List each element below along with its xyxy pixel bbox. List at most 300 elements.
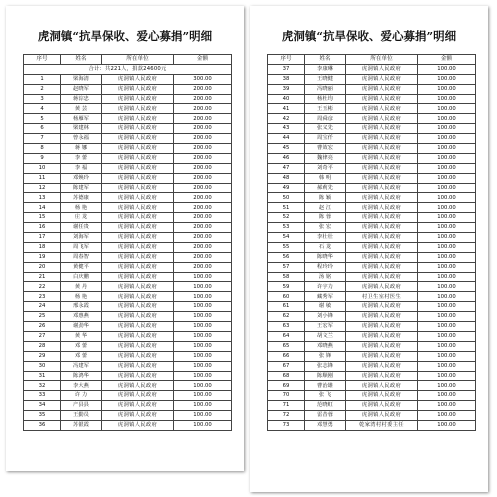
cell-index: 29 [24,351,61,361]
cell-name: 苏银霞 [61,420,102,430]
cell-name: 张义先 [305,124,346,134]
cell-amount: 200.00 [174,183,232,193]
table-row [24,183,232,193]
cell-unit: 虎洞镇人民政府 [102,292,174,302]
cell-amount: 200.00 [174,163,232,173]
table-row [268,252,476,262]
cell-unit: 虎洞镇人民政府 [346,104,418,114]
cell-amount: 200.00 [174,104,232,114]
cell-index: 26 [24,322,61,332]
cell-name: 汤 铭 [305,272,346,282]
cell-amount: 100.00 [418,144,476,154]
cell-name: 胡文兰 [305,331,346,341]
table-row [24,411,232,421]
cell-amount: 200.00 [174,144,232,154]
table-row [24,213,232,223]
cell-unit: 村卫生室村医生 [346,292,418,302]
table-row [268,371,476,381]
cell-amount: 100.00 [418,193,476,203]
cell-index: 36 [24,420,61,430]
cell-unit: 虎洞镇人民政府 [346,183,418,193]
cell-name: 庄 龙 [61,213,102,223]
cell-amount: 100.00 [418,242,476,252]
cell-unit: 虎洞镇人民政府 [346,381,418,391]
cell-index: 42 [268,114,305,124]
cell-amount: 100.00 [418,401,476,411]
cell-name: 藏秀军 [305,292,346,302]
cell-index: 17 [24,233,61,243]
table-row [268,84,476,94]
page-title: 虎洞镇“抗旱保收、爱心募捐”明细 [37,29,213,43]
cell-amount: 100.00 [418,203,476,213]
table-row [24,124,232,134]
cell-amount: 100.00 [174,282,232,292]
cell-name: 曾永福 [61,134,102,144]
table-row [24,341,232,351]
cell-unit: 虎洞镇人民政府 [346,64,418,74]
cell-amount: 100.00 [418,104,476,114]
table-row [24,242,232,252]
cell-index: 24 [24,302,61,312]
cell-amount: 100.00 [418,114,476,124]
table-row [268,272,476,282]
cell-index: 7 [24,134,61,144]
table-row [268,262,476,272]
cell-unit: 虎洞镇人民政府 [102,144,174,154]
cell-index: 70 [268,391,305,401]
cell-unit: 虎洞镇人民政府 [346,262,418,272]
cell-index: 53 [268,223,305,233]
cell-amount: 100.00 [418,282,476,292]
table-row [24,420,232,430]
table-row [268,331,476,341]
cell-index: 54 [268,233,305,243]
cell-index: 30 [24,361,61,371]
cell-index: 46 [268,153,305,163]
cell-unit: 虎洞镇人民政府 [346,302,418,312]
cell-unit: 虎洞镇人民政府 [102,391,174,401]
cell-amount: 100.00 [418,272,476,282]
table-row [268,64,476,74]
table-row [268,302,476,312]
table-row [24,104,232,114]
cell-amount: 100.00 [174,420,232,430]
cell-amount: 100.00 [418,84,476,94]
cell-amount: 300.00 [174,74,232,84]
cell-index: 37 [268,64,305,74]
cell-name: 李大燕 [61,381,102,391]
cell-index: 34 [24,401,61,411]
cell-amount: 100.00 [418,420,476,430]
cell-unit: 虎洞镇人民政府 [102,74,174,84]
cell-name: 邢永霞 [61,302,102,312]
cell-amount: 100.00 [418,262,476,272]
table-row [24,144,232,154]
cell-unit: 虎洞镇人民政府 [102,282,174,292]
cell-index: 32 [24,381,61,391]
cell-amount: 100.00 [174,322,232,332]
cell-index: 35 [24,411,61,421]
cell-unit: 虎洞镇人民政府 [102,401,174,411]
cell-name: 张 锋 [305,351,346,361]
cell-amount: 200.00 [174,242,232,252]
cell-amount: 200.00 [174,252,232,262]
cell-name: 黄 华 [61,331,102,341]
cell-index: 2 [24,84,61,94]
cell-name: 周春智 [61,252,102,262]
cell-amount: 200.00 [174,84,232,94]
cell-index: 72 [268,411,305,421]
cell-unit: 虎洞镇人民政府 [346,193,418,203]
cell-name: 王勤员 [61,411,102,421]
table-row [24,312,232,322]
table-row [268,144,476,154]
cell-unit: 虎洞镇人民政府 [102,193,174,203]
table-row [268,74,476,84]
cell-name: 王宏军 [305,322,346,332]
cell-unit: 虎洞镇人民政府 [346,223,418,233]
cell-unit: 虎洞镇人民政府 [102,272,174,282]
cell-index: 73 [268,420,305,430]
cell-index: 3 [24,94,61,104]
cell-unit: 虎洞镇人民政府 [346,153,418,163]
cell-amount: 200.00 [174,262,232,272]
cell-unit: 虎洞镇人民政府 [102,331,174,341]
cell-unit: 虎洞镇人民政府 [102,134,174,144]
table-row [268,203,476,213]
table-row [24,74,232,84]
cell-name: 刘小锋 [305,312,346,322]
document-page-left [6,6,244,471]
cell-unit: 虎洞镇人民政府 [102,203,174,213]
cell-name: 冯晓丽 [305,84,346,94]
table-row [24,331,232,341]
cell-unit: 虎洞镇人民政府 [346,312,418,322]
cell-index: 6 [24,124,61,134]
cell-name: 赵晓军 [61,84,102,94]
cell-unit: 虎洞镇人民政府 [346,173,418,183]
cell-amount: 100.00 [418,213,476,223]
table-row [268,124,476,134]
cell-unit: 虎洞镇人民政府 [346,371,418,381]
cell-amount: 100.00 [418,153,476,163]
header-amount: 金额 [418,55,476,65]
cell-index: 39 [268,84,305,94]
header-index: 序号 [24,55,61,65]
cell-index: 63 [268,322,305,332]
table-row [268,411,476,421]
cell-index: 8 [24,144,61,154]
cell-unit: 虎洞镇人民政府 [102,153,174,163]
cell-name: 张 宏 [305,223,346,233]
cell-name: 邓慧勇 [305,420,346,430]
cell-amount: 100.00 [418,322,476,332]
table-row [268,391,476,401]
cell-name: 冯建军 [61,361,102,371]
cell-unit: 虎洞镇人民政府 [346,213,418,223]
cell-unit: 虎洞镇人民政府 [346,411,418,421]
cell-index: 71 [268,401,305,411]
cell-unit: 虎洞镇人民政府 [346,351,418,361]
cell-name: 曹治雄 [305,381,346,391]
table-row [24,193,232,203]
cell-unit: 乾家湾村村委主任 [346,420,418,430]
total-summary: 合计：共221人，捐款24600元 [24,64,232,74]
table-row [24,153,232,163]
cell-index: 9 [24,153,61,163]
cell-index: 47 [268,163,305,173]
cell-amount: 200.00 [174,173,232,183]
cell-name: 许 力 [61,391,102,401]
cell-name: 李 福 [61,163,102,173]
header-index: 序号 [268,55,305,65]
table-row [268,163,476,173]
table-row [268,341,476,351]
cell-index: 1 [24,74,61,84]
cell-index: 33 [24,391,61,401]
cell-amount: 100.00 [418,411,476,421]
cell-index: 21 [24,272,61,282]
cell-amount: 100.00 [418,302,476,312]
cell-unit: 虎洞镇人民政府 [346,252,418,262]
cell-amount: 100.00 [174,361,232,371]
cell-index: 28 [24,341,61,351]
cell-index: 60 [268,292,305,302]
table-header-row [268,55,476,65]
cell-unit: 虎洞镇人民政府 [102,183,174,193]
cell-name: 王晓健 [305,74,346,84]
cell-amount: 100.00 [418,292,476,302]
cell-amount: 200.00 [174,134,232,144]
cell-index: 15 [24,213,61,223]
table-row [24,351,232,361]
cell-unit: 虎洞镇人民政府 [102,94,174,104]
cell-unit: 虎洞镇人民政府 [102,124,174,134]
table-row [268,292,476,302]
cell-unit: 虎洞镇人民政府 [346,391,418,401]
donation-table [267,54,476,431]
cell-name: 程玲玲 [305,262,346,272]
cell-unit: 虎洞镇人民政府 [102,233,174,243]
table-row [24,302,232,312]
cell-index: 61 [268,302,305,312]
cell-name: 谢任贵 [61,223,102,233]
cell-name: 梁海清 [61,74,102,84]
cell-name: 黄 芸 [61,104,102,114]
cell-index: 11 [24,173,61,183]
cell-name: 邓惠燕 [61,312,102,322]
cell-unit: 虎洞镇人民政府 [346,361,418,371]
table-row [268,282,476,292]
cell-index: 19 [24,252,61,262]
cell-amount: 200.00 [174,203,232,213]
cell-unit: 虎洞镇人民政府 [102,173,174,183]
table-row [268,153,476,163]
table-row [24,272,232,282]
cell-amount: 100.00 [174,371,232,381]
cell-index: 62 [268,312,305,322]
cell-name: 李 蕾 [61,153,102,163]
cell-amount: 100.00 [418,331,476,341]
cell-unit: 虎洞镇人民政府 [346,272,418,282]
cell-name: 范晓虹 [305,401,346,411]
cell-amount: 100.00 [418,381,476,391]
cell-index: 41 [268,104,305,114]
cell-unit: 虎洞镇人民政府 [102,420,174,430]
cell-unit: 虎洞镇人民政府 [346,322,418,332]
cell-amount: 200.00 [174,223,232,233]
total-row [24,64,232,74]
cell-amount: 100.00 [418,134,476,144]
table-row [24,381,232,391]
table-row [24,203,232,213]
cell-name: 刘奇平 [305,163,346,173]
table-row [24,371,232,381]
cell-unit: 虎洞镇人民政府 [102,351,174,361]
cell-amount: 100.00 [418,124,476,134]
cell-amount: 100.00 [174,401,232,411]
cell-name: 黄 丹 [61,282,102,292]
table-row [24,94,232,104]
cell-index: 44 [268,134,305,144]
cell-amount: 100.00 [418,94,476,104]
cell-unit: 虎洞镇人民政府 [346,401,418,411]
cell-name: 郝莉先 [305,183,346,193]
cell-name: 李康琳 [305,64,346,74]
table-row [268,94,476,104]
table-row [268,193,476,203]
table-row [268,361,476,371]
cell-index: 66 [268,351,305,361]
cell-amount: 100.00 [418,371,476,381]
table-row [24,391,232,401]
cell-index: 52 [268,213,305,223]
cell-index: 55 [268,242,305,252]
cell-amount: 100.00 [418,163,476,173]
cell-name: 蒋淙忠 [61,94,102,104]
cell-unit: 虎洞镇人民政府 [102,312,174,322]
cell-index: 10 [24,163,61,173]
table-row [24,114,232,124]
table-row [24,134,232,144]
cell-unit: 虎洞镇人民政府 [346,341,418,351]
cell-unit: 虎洞镇人民政府 [102,163,174,173]
cell-amount: 200.00 [174,193,232,203]
cell-amount: 100.00 [174,331,232,341]
cell-index: 65 [268,341,305,351]
cell-index: 23 [24,292,61,302]
cell-index: 38 [268,74,305,84]
cell-amount: 200.00 [174,213,232,223]
cell-name: 陈 蓉 [305,213,346,223]
cell-name: 许宇力 [305,282,346,292]
cell-index: 48 [268,173,305,183]
cell-unit: 虎洞镇人民政府 [102,223,174,233]
table-row [24,322,232,332]
cell-index: 5 [24,114,61,124]
cell-name: 陈建军 [61,183,102,193]
cell-name: 周飞军 [61,242,102,252]
cell-amount: 100.00 [418,351,476,361]
header-unit: 所在单位 [346,55,418,65]
table-row [24,84,232,94]
cell-name: 邓焕玲 [61,173,102,183]
cell-name: 陈 颖 [305,193,346,203]
cell-unit: 虎洞镇人民政府 [346,94,418,104]
cell-name: 韩 明 [305,173,346,183]
cell-unit: 虎洞镇人民政府 [102,341,174,351]
table-row [24,223,232,233]
table-header-row [24,55,232,65]
header-name: 姓名 [305,55,346,65]
cell-index: 59 [268,282,305,292]
cell-name: 杨 艳 [61,292,102,302]
table-row [268,213,476,223]
table-row [24,252,232,262]
table-row [268,134,476,144]
cell-name: 李壮壮 [305,233,346,243]
cell-index: 22 [24,282,61,292]
cell-unit: 虎洞镇人民政府 [102,252,174,262]
cell-unit: 虎洞镇人民政府 [102,322,174,332]
table-row [268,104,476,114]
cell-name: 苏德康 [61,193,102,203]
cell-unit: 虎洞镇人民政府 [102,104,174,114]
table-row [268,401,476,411]
table-row [268,351,476,361]
cell-name: 王玉彬 [305,104,346,114]
cell-name: 张志锋 [305,361,346,371]
cell-amount: 100.00 [174,411,232,421]
cell-amount: 200.00 [174,94,232,104]
cell-amount: 100.00 [418,173,476,183]
table-row [24,401,232,411]
page-title: 虎洞镇“抗旱保收、爱心募捐”明细 [281,29,457,43]
cell-index: 45 [268,144,305,154]
cell-index: 68 [268,371,305,381]
cell-amount: 100.00 [418,183,476,193]
cell-amount: 100.00 [418,252,476,262]
cell-name: 陈顺刚 [305,371,346,381]
cell-amount: 100.00 [174,272,232,282]
cell-amount: 100.00 [174,391,232,401]
cell-amount: 100.00 [418,233,476,243]
cell-amount: 100.00 [418,312,476,322]
cell-name: 张 飞 [305,391,346,401]
cell-amount: 100.00 [174,302,232,312]
cell-name: 赵 江 [305,203,346,213]
cell-unit: 虎洞镇人民政府 [346,203,418,213]
cell-unit: 虎洞镇人民政府 [346,114,418,124]
cell-unit: 虎洞镇人民政府 [346,163,418,173]
table-row [268,322,476,332]
cell-unit: 虎洞镇人民政府 [346,144,418,154]
cell-unit: 虎洞镇人民政府 [346,74,418,84]
table-row [268,242,476,252]
cell-name: 陈晓华 [305,252,346,262]
cell-index: 69 [268,381,305,391]
cell-index: 14 [24,203,61,213]
cell-name: 谢劲华 [61,322,102,332]
cell-index: 43 [268,124,305,134]
cell-unit: 虎洞镇人民政府 [346,84,418,94]
table-row [268,183,476,193]
header-name: 姓名 [61,55,102,65]
cell-index: 57 [268,262,305,272]
cell-name: 杨 艳 [61,203,102,213]
cell-name: 陈鸿华 [61,371,102,381]
cell-amount: 200.00 [174,233,232,243]
